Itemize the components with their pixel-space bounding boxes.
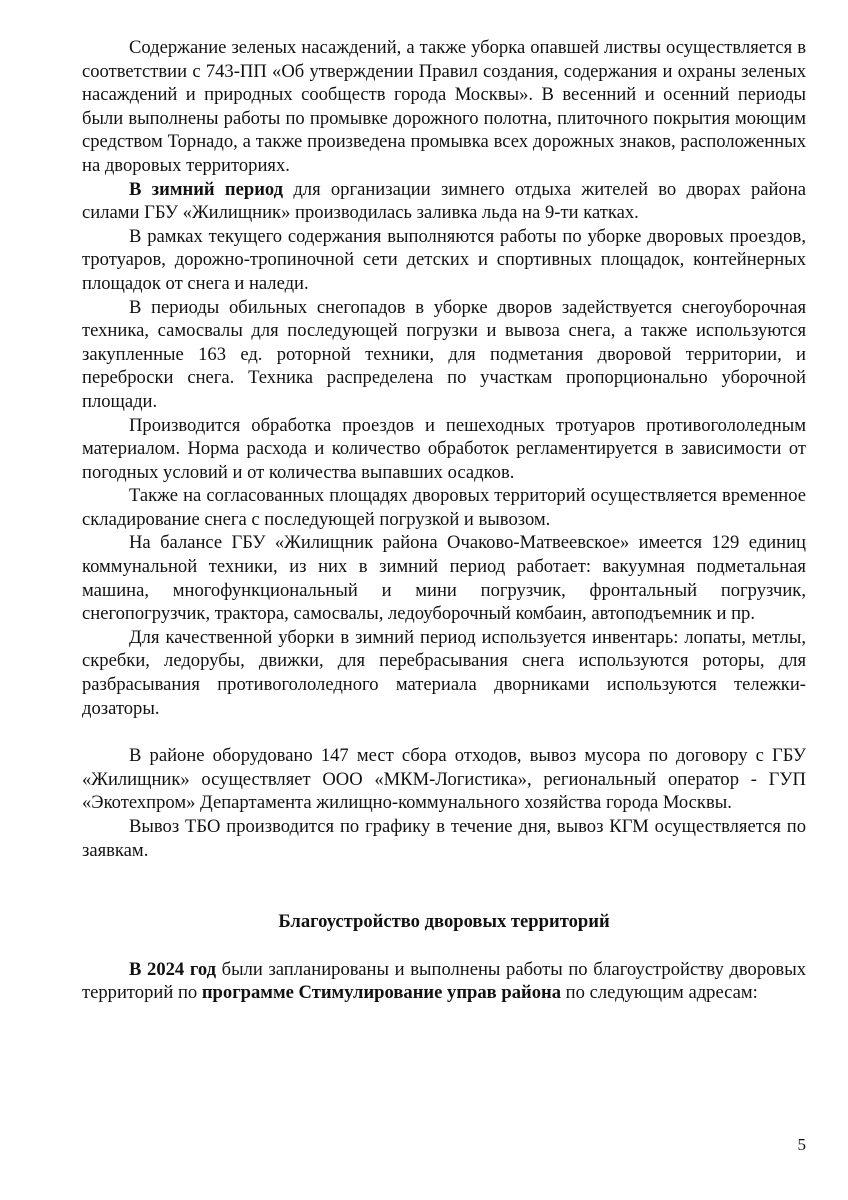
paragraph-2024-works xyxy=(82,958,806,1005)
paragraph-inventory: Для качественной уборки в зимний период используется инвентарь: лопаты, метлы, скребки, ледорубы, движки, для перебрасывания снега используются роторы, для разбрасывания противогололедного материала дворниками используются тележки-дозаторы. xyxy=(82,626,806,719)
paragraph-anti-ice-treatment: Производится обработка проездов и пешеходных тротуаров противогололедным материалом. Норма расхода и количество обработок регламентируется в зависимости от погодных условий и от количества выпавших осадков. xyxy=(82,414,806,483)
paragraph-2024-text-1: были запланированы и выполнены работы по благоустройству дворовых территорий по xyxy=(82,958,806,1004)
spacer xyxy=(82,720,806,744)
paragraph-winter-period-text: для организации зимнего отдыха жителей во дворах района силами ГБУ «Жилищник» производилась заливка льда на 9-ти катках. xyxy=(82,178,806,224)
paragraph-winter-period xyxy=(82,178,806,225)
paragraph-snow-storage: Также на согласованных площадях дворовых территорий осуществляется временное складирование снега с последующей погрузкой и вывозом. xyxy=(82,485,806,530)
bold-program-name: программе Стимулирование управ района xyxy=(201,982,562,1004)
document-page xyxy=(82,36,806,1005)
paragraph-current-maintenance: В рамках текущего содержания выполняются работы по уборке дворовых проездов, тротуаров, дорожно-тропиночной сети детских и спортивных площадок, контейнерных площадок от снега и наледи. xyxy=(82,225,806,294)
spacer xyxy=(82,862,806,910)
spacer xyxy=(82,934,806,958)
paragraph-green-spaces: Содержание зеленых насаждений, а также уборка опавшей листвы осуществляется в соответствии с 743-ПП «Об утверждении Правил создания, содержания и охраны зеленых насаждений и природных сообществ города Москвы». В весенний и осенний периоды были выполнены работы по промывке дорожного полотна, плиточного покрытия моющим средством Торнадо, а также произведена промывка всех дорожных знаков, расположенных на дворовых территориях. xyxy=(82,37,806,176)
paragraph-snowfall-equipment: В периоды обильных снегопадов в уборке дворов задействуется снегоуборочная техника, самосвалы для последующей погрузки и вывоза снега, а также используются закупленные 163 ед. роторной техники, для подметания дворовой территории, и переброски снега. Техника распределена по участкам пропорционально уборочной площади. xyxy=(82,296,806,412)
paragraph-waste-collection: В районе оборудовано 147 мест сбора отходов, вывоз мусора по договору с ГБУ «Жилищник» осуществляет ООО «МКМ-Логистика», региональный оператор - ГУП «Экотехпром» Департамента жилищно-коммунального хозяйства города Москвы. xyxy=(82,745,806,814)
paragraph-2024-text-2: по следующим адресам: xyxy=(561,982,758,1004)
paragraph-waste-schedule: Вывоз ТБО производится по графику в течение дня, вывоз КГМ осуществляется по заявкам. xyxy=(82,816,806,861)
bold-winter-period: В зимний период xyxy=(129,178,284,200)
section-heading: Благоустройство дворовых территорий xyxy=(278,911,610,933)
paragraph-municipal-equipment: На балансе ГБУ «Жилищник района Очаково-Матвеевское» имеется 129 единиц коммунальной техники, из них в зимний период работает: вакуумная подметальная машина, многофункциональный и мини погрузчик, фронтальный погрузчик, снегопогрузчик, трактора, самосвалы, ледоуборочный комбаин, автоподъемник и пр. xyxy=(82,532,806,625)
page-number: 5 xyxy=(797,1135,806,1154)
bold-2024-year: В 2024 год xyxy=(129,958,216,980)
